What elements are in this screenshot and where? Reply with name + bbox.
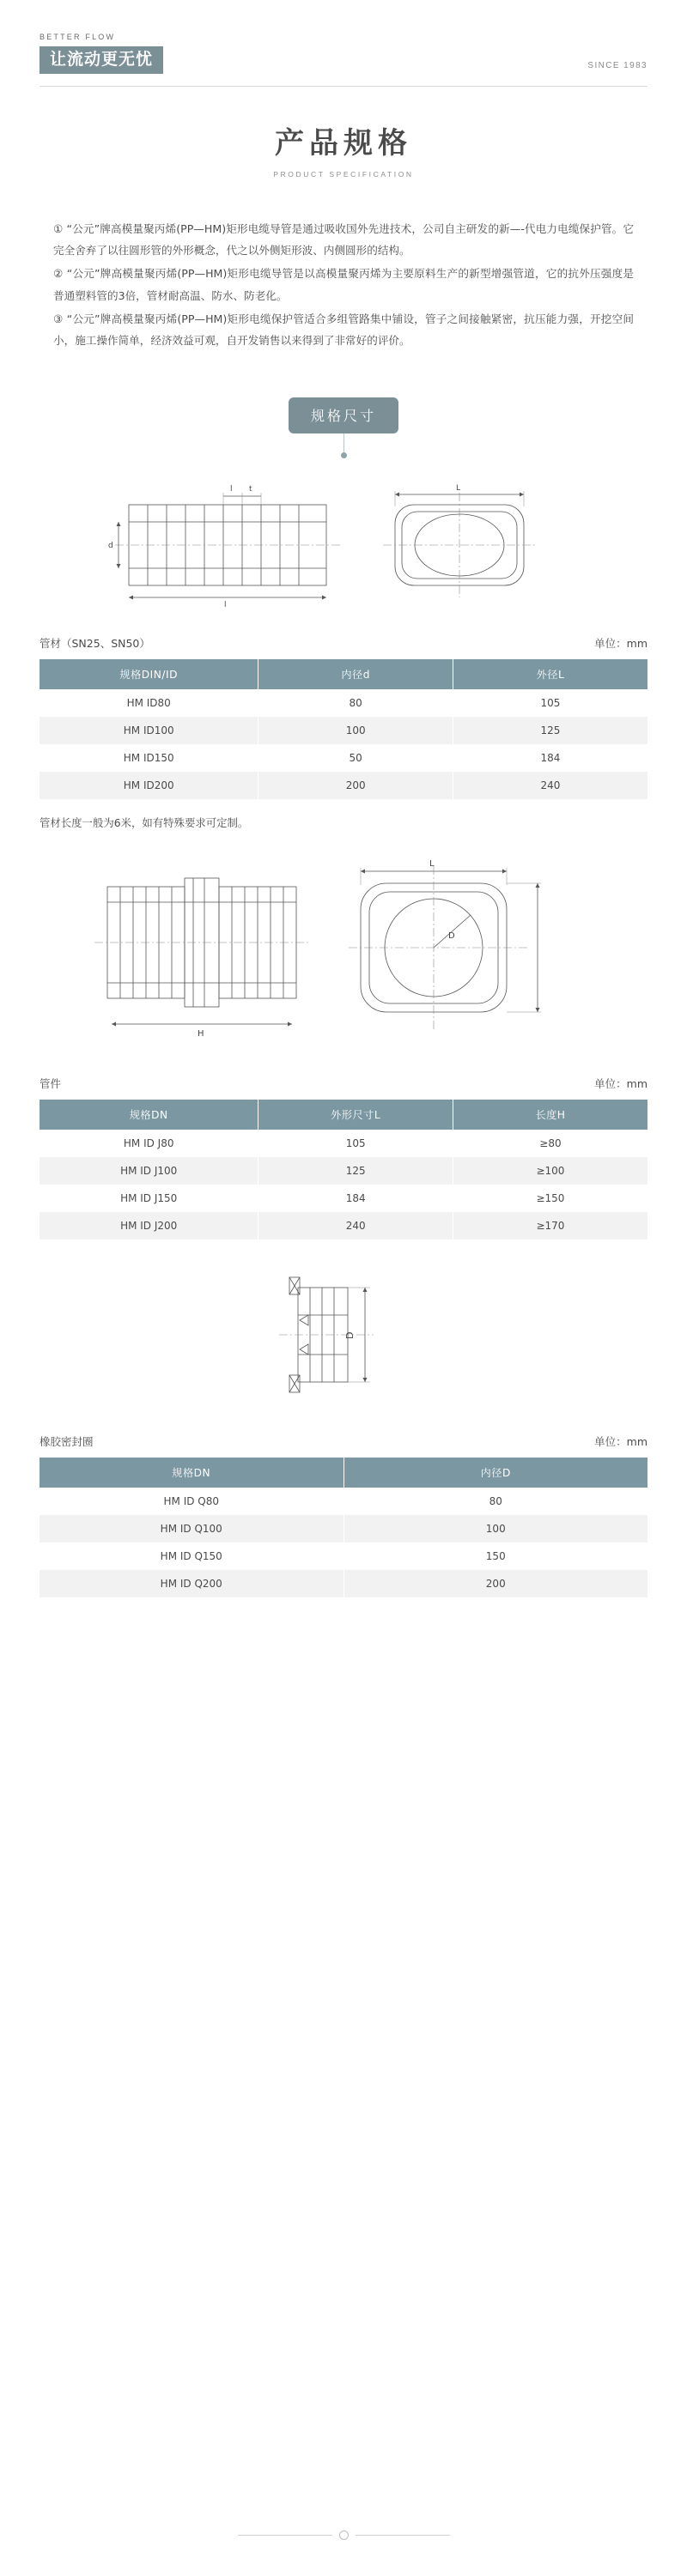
table2-r3-c0: HM ID J200 bbox=[40, 1212, 258, 1240]
table2-r0-c1: 105 bbox=[258, 1130, 453, 1157]
table3-r2-c1: 150 bbox=[344, 1543, 647, 1570]
rubber-seal-technical-drawing-3 bbox=[236, 1262, 451, 1408]
brand-tagline-en: BETTER FLOW bbox=[40, 33, 116, 41]
header-divider bbox=[40, 86, 647, 87]
pipe-spec-table bbox=[40, 659, 647, 799]
intro-paragraph-1: ① “公元”牌高模量聚丙烯(PP—HM)矩形电缆导管是通过吸收国外先进技术，公司自主研发的新—-代电力电缆保护管。它完全舍弃了以往圆形管的外形概念，代之以外侧矩形波、内侧圆形的结构。 bbox=[53, 222, 634, 258]
table1-col-0: 规格DIN/ID bbox=[40, 659, 258, 689]
table-row bbox=[40, 1130, 647, 1157]
table2-r2-c0: HM ID J150 bbox=[40, 1185, 258, 1212]
page-header bbox=[0, 0, 687, 74]
table-row bbox=[40, 1488, 647, 1515]
drawing1-label-d: d bbox=[108, 542, 113, 551]
intro-text bbox=[53, 218, 634, 351]
table2-r3-c1: 240 bbox=[258, 1212, 453, 1240]
table3-r3-c1: 200 bbox=[344, 1570, 647, 1597]
table2-r2-c2: ≥150 bbox=[453, 1185, 647, 1212]
table1-r2-c2: 184 bbox=[453, 744, 647, 772]
table1-r2-c0: HM ID150 bbox=[40, 744, 258, 772]
fitting-spec-table bbox=[40, 1100, 647, 1240]
pill-dot-decor bbox=[341, 452, 347, 458]
table3-r2-c0: HM ID Q150 bbox=[40, 1543, 344, 1570]
table-row bbox=[40, 772, 647, 799]
page-footer-ornament bbox=[0, 2531, 687, 2540]
table2-r1-c0: HM ID J100 bbox=[40, 1157, 258, 1185]
drawing1-label-l: l bbox=[230, 485, 233, 494]
table1-r0-c0: HM ID80 bbox=[40, 689, 258, 717]
table1-unit: 单位：mm bbox=[594, 637, 647, 651]
pipe-technical-drawing-1 bbox=[77, 481, 610, 609]
table1-r1-c0: HM ID100 bbox=[40, 717, 258, 744]
table3-r1-c1: 100 bbox=[344, 1515, 647, 1543]
drawing1-label-L: L bbox=[456, 484, 461, 494]
page-title-block bbox=[0, 119, 687, 179]
table2-r0-c0: HM ID J80 bbox=[40, 1130, 258, 1157]
table2-unit: 单位：mm bbox=[594, 1077, 647, 1091]
table1-r3-c0: HM ID200 bbox=[40, 772, 258, 799]
seal-spec-table bbox=[40, 1458, 647, 1597]
drawing1-label-bottom: l bbox=[224, 601, 227, 610]
table1-col-2: 外径L bbox=[453, 659, 647, 689]
intro-paragraph-2: ② “公元”牌高模量聚丙烯(PP—HM)矩形电缆导管是以高模量聚丙烯为主要原料生产的新型增强管道，它的抗外压强度是普通塑料管的3倍，管材耐高温、防水、防老化。 bbox=[53, 267, 634, 302]
table2-caption-row bbox=[40, 1076, 647, 1091]
table1-r3-c2: 240 bbox=[453, 772, 647, 799]
table-row bbox=[40, 1185, 647, 1212]
table-row bbox=[40, 1157, 647, 1185]
page-title: 产品规格 bbox=[275, 126, 412, 161]
table2-r2-c1: 184 bbox=[258, 1185, 453, 1212]
since-label: SINCE 1983 bbox=[587, 61, 647, 70]
table2-r1-c2: ≥100 bbox=[453, 1157, 647, 1185]
section-heading-block bbox=[0, 397, 687, 458]
table-block-seal bbox=[40, 1433, 647, 1597]
table1-caption-row bbox=[40, 635, 647, 651]
drawing1-label-t: t bbox=[249, 485, 252, 494]
table-row bbox=[40, 1570, 647, 1597]
footer-line-right bbox=[356, 2535, 450, 2536]
footer-line-left bbox=[238, 2535, 332, 2536]
table-row bbox=[40, 1515, 647, 1543]
brand-name-cn: 让流动更无忧 bbox=[40, 46, 163, 74]
table3-unit: 单位：mm bbox=[594, 1435, 647, 1449]
table3-r0-c1: 80 bbox=[344, 1488, 647, 1515]
table1-r0-c1: 80 bbox=[258, 689, 453, 717]
table2-col-2: 长度H bbox=[453, 1100, 647, 1130]
table-row bbox=[40, 717, 647, 744]
section-heading-pill: 规格尺寸 bbox=[289, 397, 398, 433]
table-row bbox=[40, 744, 647, 772]
drawing3-label-D: D bbox=[344, 1331, 356, 1340]
table2-col-0: 规格DN bbox=[40, 1100, 258, 1130]
table3-header-row bbox=[40, 1458, 647, 1488]
table3-caption: 橡胶密封圈 bbox=[40, 1435, 94, 1449]
intro-paragraph-3: ③ “公元”牌高模量聚丙烯(PP—HM)矩形电缆保护管适合多组管路集中铺设，管子之间接触紧密，抗压能力强，开挖空间小，施工操作简单，经济效益可观，自开发销售以来得到了非常好的评价。 bbox=[53, 312, 634, 347]
table1-col-1: 内径d bbox=[258, 659, 453, 689]
footer-dot bbox=[339, 2531, 349, 2540]
table-block-fitting bbox=[40, 1076, 647, 1240]
table3-r0-c0: HM ID Q80 bbox=[40, 1488, 344, 1515]
table2-r3-c2: ≥170 bbox=[453, 1212, 647, 1240]
table2-col-1: 外形尺寸L bbox=[258, 1100, 453, 1130]
table-row bbox=[40, 1212, 647, 1240]
table3-r3-c0: HM ID Q200 bbox=[40, 1570, 344, 1597]
table-row bbox=[40, 689, 647, 717]
drawing2-label-H: H bbox=[198, 1029, 204, 1039]
table-row bbox=[40, 1543, 647, 1570]
table2-r1-c1: 125 bbox=[258, 1157, 453, 1185]
table1-r1-c1: 100 bbox=[258, 717, 453, 744]
table1-header-row bbox=[40, 659, 647, 689]
table3-r1-c0: HM ID Q100 bbox=[40, 1515, 344, 1543]
table1-r2-c1: 50 bbox=[258, 744, 453, 772]
drawing2-label-L: L bbox=[429, 859, 435, 870]
table1-r1-c2: 125 bbox=[453, 717, 647, 744]
drawing2-label-D: D bbox=[448, 931, 455, 942]
table2-header-row bbox=[40, 1100, 647, 1130]
table2-caption: 管件 bbox=[40, 1077, 62, 1091]
table3-caption-row bbox=[40, 1433, 647, 1449]
page-subtitle: PRODUCT SPECIFICATION bbox=[273, 170, 414, 179]
table-block-pipe bbox=[40, 635, 647, 799]
table1-r0-c2: 105 bbox=[453, 689, 647, 717]
table2-r0-c2: ≥80 bbox=[453, 1130, 647, 1157]
pipe-length-note: 管材长度一般为6米，如有特殊要求可定制。 bbox=[40, 816, 249, 830]
brand-logo bbox=[40, 33, 163, 74]
table1-caption: 管材（SN25、SN50） bbox=[40, 637, 150, 651]
table3-col-0: 规格DN bbox=[40, 1458, 344, 1488]
coupler-technical-drawing-2 bbox=[60, 852, 627, 1050]
table1-r3-c1: 200 bbox=[258, 772, 453, 799]
table3-col-1: 内径D bbox=[344, 1458, 647, 1488]
